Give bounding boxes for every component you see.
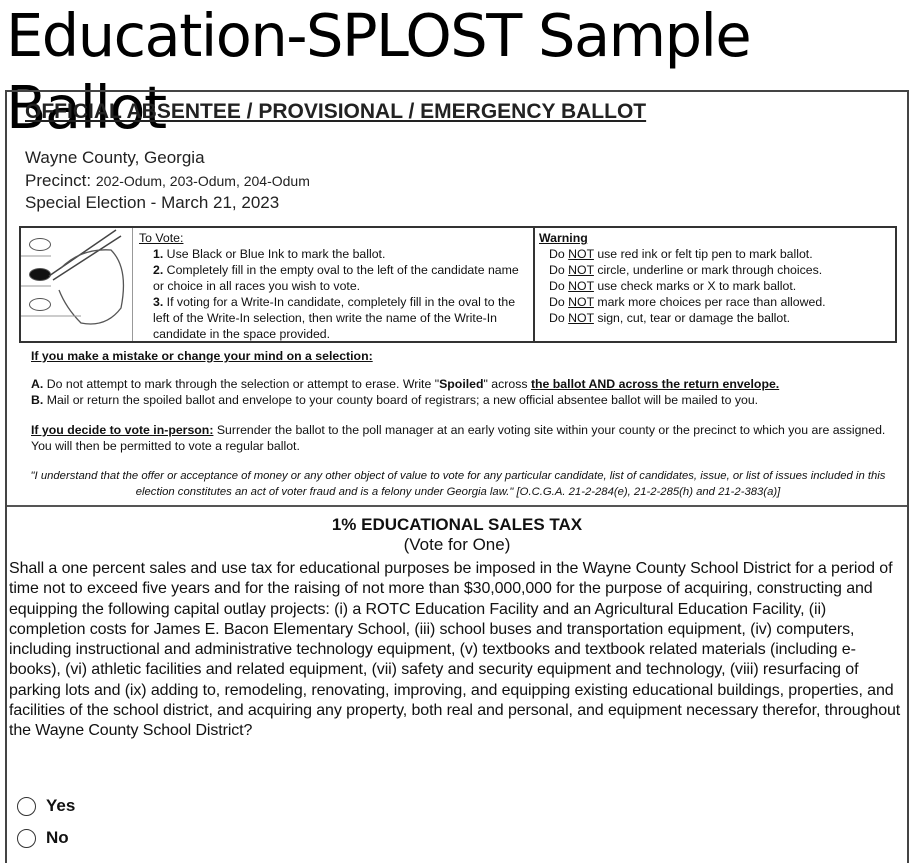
mistake-a: A. Do not attempt to mark through the selection or attempt to erase. Write "Spoiled" across the ballot AND across the return envelope. [31, 377, 780, 391]
option-label: Yes [46, 796, 76, 815]
ballot-question [7, 509, 907, 742]
radio-oval[interactable] [17, 797, 36, 816]
instructions-box [19, 226, 897, 343]
marking-hand-illustration [21, 228, 133, 341]
ballot-heading: OFFICIAL ABSENTEE / PROVISIONAL / EMERGENCY BALLOT [25, 100, 647, 123]
warning-item: Do NOT use red ink or felt tip pen to mark ballot. [549, 247, 813, 261]
election: Special Election - March 21, 2023 [25, 193, 280, 212]
in-person: If you decide to vote in-person: Surrender the ballot to the poll manager at an early voting site within your county or the precinct to which you are assigned. You will then be permitted to vote a regular ballot. [31, 423, 886, 453]
step-text: Completely fill in the empty oval to the left of the candidate name or choice in all races you wish to vote. [153, 263, 519, 293]
ballot-header [7, 92, 907, 507]
warning-title: Warning [539, 231, 588, 245]
option-yes[interactable] [17, 796, 75, 816]
question-body: Shall a one percent sales and use tax for educational purposes be imposed in the Wayne County School District for a period of time not to exceed five years and for the raising of not more than $30,000,000 for the purpose of acquiring, constructing and equipping the following capital outlay projects: (i) a ROTC Education Facility and an Agricultural Education Facility, (ii) completion costs for James E. Bacon Elementary School, (iii) school buses and transportation equipment, (iv) computers, including instructional and administrative technology equipment, (v) textbooks and textbook related materials (including e-books), (vi) athletic facilities and related equipment, (vii) safety and security equipment and technology, (viii) resurfacing of parking lots and (ix) adding to, remodeling, renovating, improving, and equipping existing educational buildings, properties, and facilities of the school district, and acquiring any property, both real and personal, and equipment necessary therefor, throughout the Wayne County School District? [9, 560, 901, 740]
warning-item: Do NOT use check marks or X to mark ballot. [549, 279, 797, 293]
to-vote-section [133, 228, 535, 341]
mistake-title: If you make a mistake or change your mind on a selection: [31, 349, 373, 363]
warning-item: Do NOT mark more choices per race than allowed. [549, 295, 826, 309]
warning-item: Do NOT circle, underline or mark through choices. [549, 263, 823, 277]
step-num: 3. [153, 295, 164, 309]
precinct-value: 202-Odum, 203-Odum, 204-Odum [95, 173, 310, 189]
step-1 [139, 246, 527, 262]
question-title: 1% EDUCATIONAL SALES TAX [331, 515, 583, 534]
warning-item: Do NOT sign, cut, tear or damage the ballot. [549, 311, 791, 325]
radio-oval[interactable] [17, 829, 36, 848]
hand-pen-icon [21, 228, 133, 341]
county: Wayne County, Georgia [25, 148, 205, 167]
step-3 [139, 294, 527, 342]
precinct-label: Precinct: [25, 171, 92, 190]
question-subtitle: (Vote for One) [403, 535, 511, 554]
mistake-b: B. Mail or return the spoiled ballot and envelope to your county board of registrars; a new official absentee ballot will be mailed to you. [31, 393, 759, 407]
oath-statement: "I understand that the offer or acceptance of money or any other object of value to vote for any particular candidate, list of candidates, issue, or list of issues included in this election constitutes an act of voter fraud and is a felony under Georgia law." [O.C.G.A. 21-2-284(e), 21-2-285(h) and 21-2-383(a)] [30, 470, 886, 498]
step-text: Use Black or Blue Ink to mark the ballot. [163, 247, 386, 261]
option-label: No [46, 828, 69, 847]
precinct [25, 171, 310, 191]
step-num: 2. [153, 263, 164, 277]
ballot [5, 90, 909, 863]
option-no[interactable] [17, 828, 69, 848]
warning-section [535, 228, 895, 341]
page-title: Education-SPLOST Sample Ballot [6, 1, 751, 142]
to-vote-title: To Vote: [139, 231, 184, 245]
step-text: If voting for a Write-In candidate, completely fill in the oval to the left of the Write-In selection, then write the name of the Write-In candidate in the space provided. [153, 295, 516, 341]
step-2 [139, 262, 527, 294]
step-num: 1. [153, 247, 164, 261]
